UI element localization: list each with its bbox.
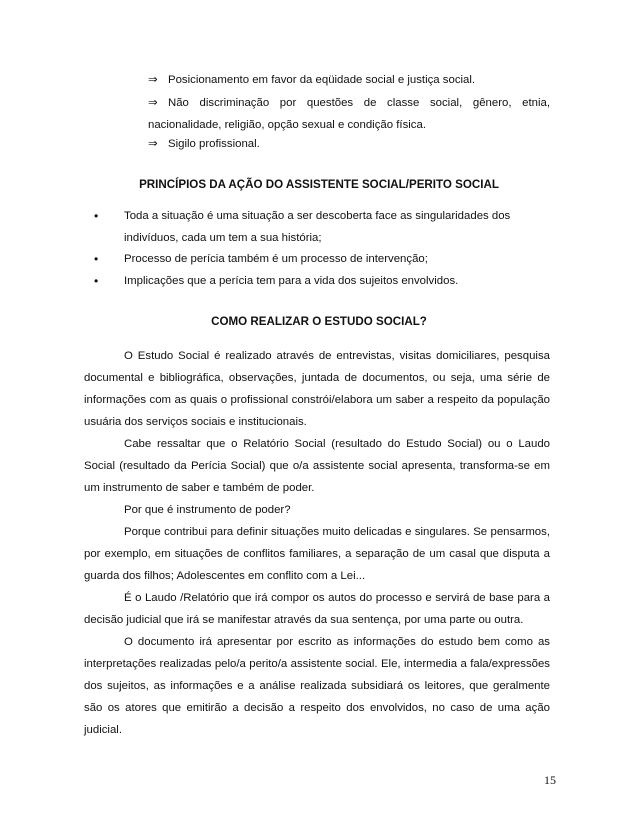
bullet-icon: • [94, 209, 99, 223]
paragraph: O Estudo Social é realizado através de entrevistas, visitas domiciliares, pesquisa documental e bibliográfica, observações, juntada de documentos, ou seja, uma série de informações com as quais o profissional constrói/elabora um saber a respeito da população usuária dos serviços sociais e institucionais. [84, 350, 550, 428]
bullet-item [94, 205, 524, 249]
list-item [148, 69, 550, 91]
list-item [148, 133, 550, 155]
bullet-icon: • [94, 274, 99, 288]
section-heading: PRINCÍPIOS DA AÇÃO DO ASSISTENTE SOCIAL/PERITO SOCIAL [139, 178, 499, 191]
list-item-text: Posicionamento em favor da eqüidade social e justiça social. [168, 74, 476, 86]
bullet-item [94, 248, 524, 270]
implies-arrow-icon: ⇒ [148, 74, 158, 86]
paragraph: Porque contribui para definir situações muito delicadas e singulares. Se pensarmos, por exemplo, em situações de conflitos familiares, a separação de um casal que disputa a guarda dos filhos; Adolescentes em conflito com a Lei... [84, 526, 550, 582]
paragraph: Por que é instrumento de poder? [124, 504, 291, 516]
bullet-icon: • [94, 252, 99, 266]
page-number: 15 [544, 773, 556, 787]
list-item-text: nacionalidade, religião, opção sexual e condição física. [148, 119, 426, 131]
bullet-text: Toda a situação é uma situação a ser descoberta face as singularidades dos indivíduos, cada um tem a sua história; [124, 210, 511, 244]
paragraph: É o Laudo /Relatório que irá compor os autos do processo e servirá de base para a decisão judicial que irá se manifestar através da sua sentença, por uma parte ou outra. [84, 592, 550, 626]
bullet-text: Implicações que a perícia tem para a vida dos sujeitos envolvidos. [124, 275, 459, 287]
list-item-text: Não discriminação por questões de classe social, gênero, etnia, [168, 97, 550, 109]
implies-arrow-icon: ⇒ [148, 97, 158, 109]
list-item-text: Sigilo profissional. [168, 138, 260, 150]
paragraph: Cabe ressaltar que o Relatório Social (resultado do Estudo Social) ou o Laudo Social (resultado da Perícia Social) que o/a assistente social apresenta, transforma-se em um instrumento de saber e também de poder. [84, 438, 550, 494]
bullet-item [94, 270, 524, 292]
section-heading: COMO REALIZAR O ESTUDO SOCIAL? [211, 315, 427, 328]
bullet-text: Processo de perícia também é um processo de intervenção; [124, 253, 428, 265]
list-item-line [148, 92, 550, 114]
implies-arrow-icon: ⇒ [148, 138, 158, 150]
list-item [148, 92, 550, 136]
paragraph: O documento irá apresentar por escrito as informações do estudo bem como as interpretações realizadas pelo/a perito/a assistente social. Ele, intermedia a fala/expressões dos sujeitos, as informações e a análise realizada subsidiará os leitores, que geralmente são os atores que emitirão a decisão a respeito dos envolvidos, no caso de uma ação judicial. [84, 636, 550, 736]
